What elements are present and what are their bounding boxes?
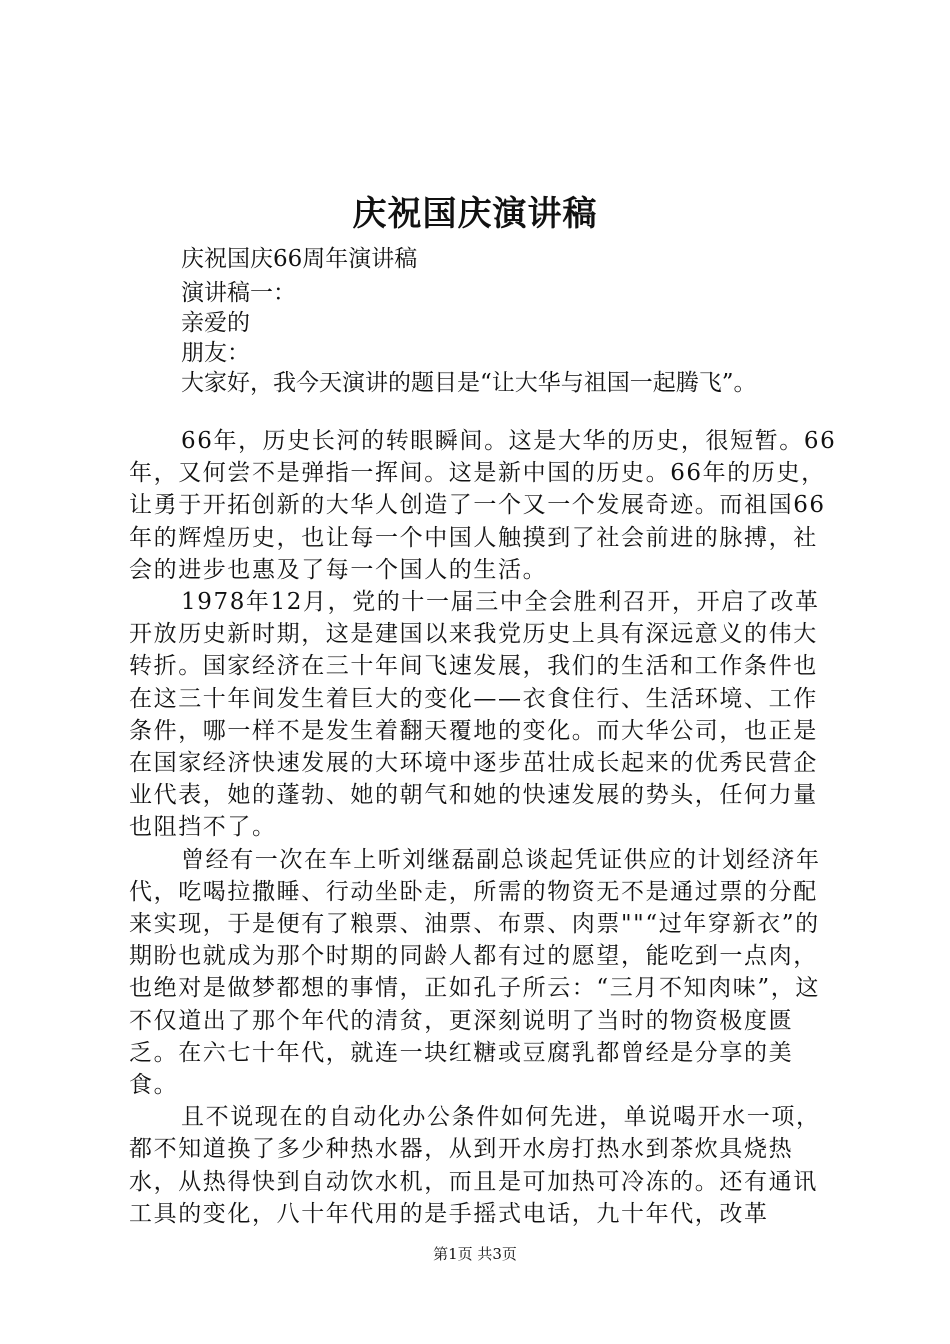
body-paragraph: 且不说现在的自动化办公条件如何先进，单说喝开水一项，都不知道换了多少种热水器，从到开水房打热水到茶炊具烧热水，从热得快到自动饮水机，而且是可加热可冷冻的。还有通讯工具的变化，八十年代用的是手摇式电话，九十年代，改革 — [129, 1104, 821, 1227]
body-paragraph: 曾经有一次在车上听刘继磊副总谈起凭证供应的计划经济年代，吃喝拉撒睡、行动坐卧走，所需的物资无不是通过票的分配来实现，于是便有了粮票、油票、布票、肉票""“过年穿新衣”的期盼也就成为那个时期的同龄人都有过的愿望，能吃到一点肉，也绝对是做梦都想的事情，正如孔子所云：“三月不知肉味”，这不仅道出了那个年代的清贫，更深刻说明了当时的物资极度匮乏。在六七十年代，就连一块红糖或豆腐乳都曾经是分享的美食。 — [129, 846, 821, 1099]
intro-line: 朋友： — [181, 340, 250, 366]
body-paragraph: 66年，历史长河的转眼瞬间。这是大华的历史，很短暂。66年，又何尝不是弹指一挥间。这是新中国的历史。66年的历史，让勇于开拓创新的大华人创造了一个又一个发展奇迹。而祖国66年的辉煌历史，也让每一个中国人触摸到了社会前进的脉搏，社会的进步也惠及了每一个国人的生活。 — [129, 428, 837, 583]
intro-line: 庆祝国庆66周年演讲稿 — [181, 246, 418, 272]
intro-line: 亲爱的 — [181, 310, 250, 336]
body-paragraph: 1978年12月，党的十一届三中全会胜利召开，开启了改革开放历史新时期，这是建国以来我党历史上具有深远意义的伟大转折。国家经济在三十年间飞速发展，我们的生活和工作条件也在这三十年间发生着巨大的变化——衣食住行、生活环境、工作条件，哪一样不是发生着翻天覆地的变化。而大华公司，也正是在国家经济快速发展的大环境中逐步茁壮成长起来的优秀民营企业代表，她的蓬勃、她的朝气和她的快速发展的势头，任何力量也阻挡不了。 — [129, 589, 820, 841]
intro-line: 大家好，我今天演讲的题目是“让大华与祖国一起腾飞”。 — [181, 370, 757, 396]
page-footer: 第1页 共3页 — [433, 1245, 517, 1263]
intro-line: 演讲稿一： — [181, 280, 296, 306]
document-title: 庆祝国庆演讲稿 — [352, 194, 598, 234]
document-body — [129, 425, 841, 1230]
